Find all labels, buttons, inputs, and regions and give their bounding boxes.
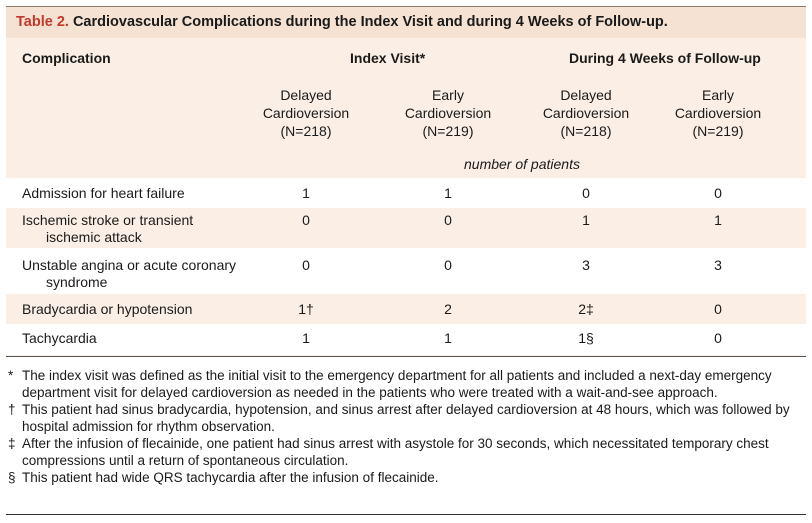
table-caption: Cardiovascular Complications during the Index Visit and during 4 Weeks of Follow-up. xyxy=(72,14,668,30)
row-label-continuation: syndrome xyxy=(46,274,108,290)
cell-value: 1† xyxy=(298,301,314,317)
table-row xyxy=(6,248,806,294)
table-row xyxy=(6,208,806,248)
row-label xyxy=(22,301,262,318)
cell-value: 1§ xyxy=(578,330,594,346)
subheader-line: Early xyxy=(702,87,734,103)
row-label xyxy=(22,257,262,291)
subheader-followup-early xyxy=(648,86,788,140)
subheader-line: Delayed xyxy=(280,87,332,103)
row-label-continuation: ischemic attack xyxy=(46,229,142,245)
bottom-rule xyxy=(6,514,806,515)
table-row xyxy=(6,294,806,324)
row-label xyxy=(22,212,262,246)
cell-value: 0 xyxy=(444,257,452,273)
table-title-bar xyxy=(6,6,806,39)
cell-value: 0 xyxy=(714,301,722,317)
subheader-index-early xyxy=(378,86,518,140)
subheader-line: (N=218) xyxy=(560,123,612,139)
subheader-followup-delayed xyxy=(516,86,656,140)
footnote-mark: † xyxy=(8,402,16,417)
row-label-text: Ischemic stroke or transient xyxy=(22,212,194,228)
footnote xyxy=(6,436,806,469)
data-table xyxy=(6,38,806,357)
cell-value: 1 xyxy=(444,185,452,201)
header-complication: Complication xyxy=(22,50,111,66)
cell-value: 3 xyxy=(714,257,722,273)
subheader-line: (N=219) xyxy=(692,123,744,139)
cell-value: 0 xyxy=(302,257,310,273)
cell-value: 1 xyxy=(444,330,452,346)
footnote xyxy=(6,470,806,487)
footnote-text: This patient had sinus bradycardia, hypotension, and sinus arrest after delayed cardioversion at 48 hours, which was followed by hospital admission for rhythm observation. xyxy=(22,402,790,434)
cell-value: 0 xyxy=(444,212,452,228)
subheader-line: Cardioversion xyxy=(542,105,630,121)
subheader-line: Cardioversion xyxy=(262,105,350,121)
footnote-text: After the infusion of flecainide, one patient had sinus arrest with asystole for 30 seconds, which necessitated temporary chest compressions until a return of spontaneous circulation. xyxy=(22,436,769,468)
footnote-text: The index visit was defined as the initial visit to the emergency department for all patients and included a next-day emergency department visit for delayed cardioversion as needed in the patients who were treated with a wait-and-see approach. xyxy=(22,368,772,400)
footnote-mark: ‡ xyxy=(8,436,16,451)
cell-value: 1 xyxy=(302,185,310,201)
cell-value: 1 xyxy=(714,212,722,228)
cell-value: 1 xyxy=(302,330,310,346)
subheader-line: Early xyxy=(432,87,464,103)
subheader-line: (N=219) xyxy=(422,123,474,139)
header-follow-up: During 4 Weeks of Follow-up xyxy=(569,50,761,66)
units-label: number of patients xyxy=(464,156,580,172)
cell-value: 0 xyxy=(714,185,722,201)
row-label xyxy=(22,185,262,202)
row-label-text: Unstable angina or acute coronary xyxy=(22,257,237,273)
cell-value: 2 xyxy=(444,301,452,317)
footnote xyxy=(6,368,806,401)
row-label-text: Tachycardia xyxy=(22,330,97,346)
footnote-mark: * xyxy=(8,368,14,383)
table-row xyxy=(6,178,806,208)
cell-value: 3 xyxy=(582,257,590,273)
cell-value: 0 xyxy=(714,330,722,346)
cell-value: 1 xyxy=(582,212,590,228)
subheader-line: Cardioversion xyxy=(404,105,492,121)
subheader-line: (N=218) xyxy=(280,123,332,139)
table-title xyxy=(16,14,668,30)
footnote-mark: § xyxy=(8,470,16,485)
subheader-index-delayed xyxy=(236,86,376,140)
subheader-line: Cardioversion xyxy=(674,105,762,121)
footnote xyxy=(6,402,806,435)
row-label-text: Admission for heart failure xyxy=(22,185,185,201)
table-row xyxy=(6,324,806,355)
cell-value: 2‡ xyxy=(578,301,594,317)
cell-value: 0 xyxy=(582,185,590,201)
row-label xyxy=(22,330,262,347)
table-number: Table 2. xyxy=(16,14,69,30)
footnotes xyxy=(6,368,806,488)
subheader-line: Delayed xyxy=(560,87,612,103)
footnote-text: This patient had wide QRS tachycardia after the infusion of flecainide. xyxy=(22,470,439,485)
cell-value: 0 xyxy=(302,212,310,228)
header-index-visit: Index Visit* xyxy=(350,50,426,66)
row-label-text: Bradycardia or hypotension xyxy=(22,301,193,317)
